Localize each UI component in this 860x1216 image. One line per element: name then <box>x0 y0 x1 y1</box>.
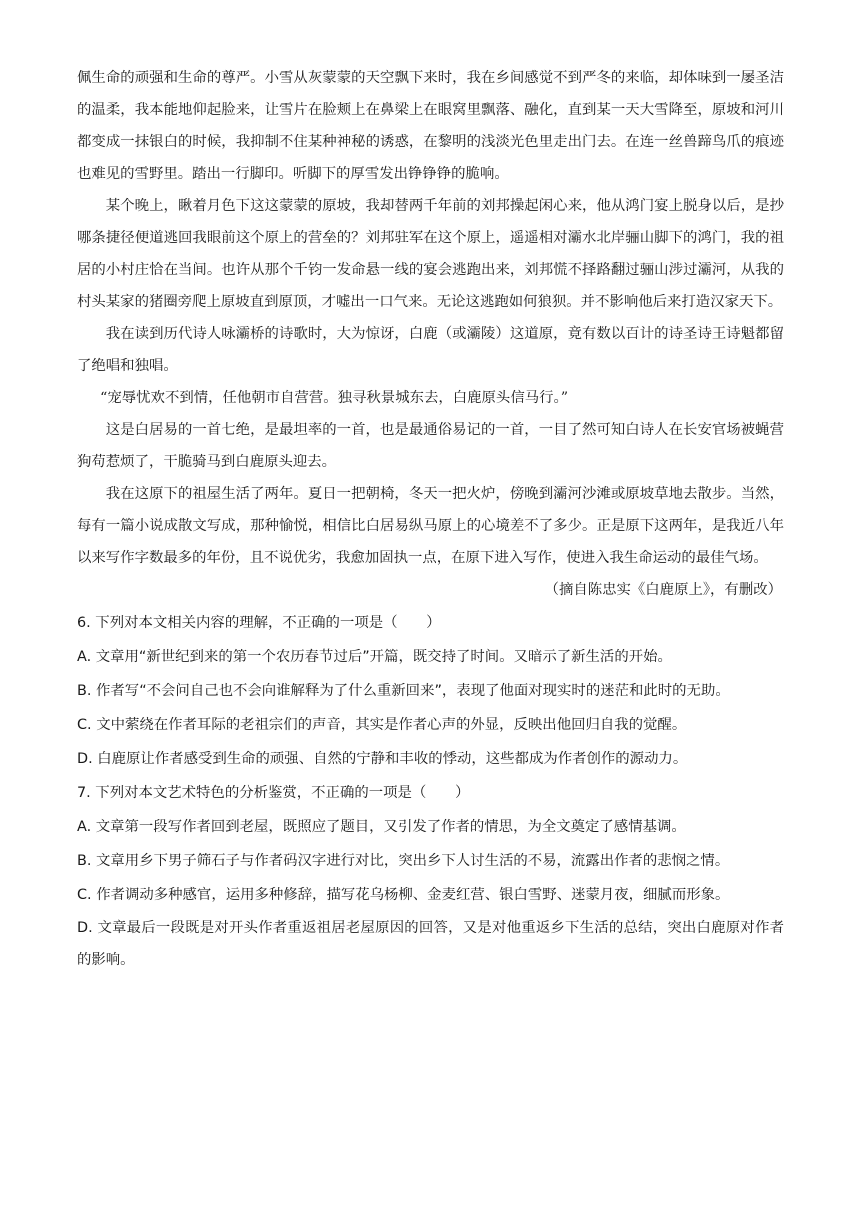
question-7-option-d: D. 文章最后一段既是对开头作者重返祖居老屋原因的回答，又是对他重返乡下生活的总结，突出白鹿原对作者的影响。 <box>77 920 784 968</box>
passage-paragraph-5: 我在这原下的祖屋生活了两年。夏日一把朝椅，冬天一把火炉，傍晚到灞河沙滩或原坡草地去散步。当然，每有一篇小说成散文写成，那种愉悦，相信比白居易纵马原上的心境差不了多少。正是原下这两年，是我近八年以来写作字数最多的年份，且不说优劣，我愈加固执一点，在原下进入写作，使进入我生命运动的最佳气场。 <box>77 486 784 566</box>
question-7-stem: 7. 下列对本文艺术特色的分析鉴赏，不正确的一项是（ ） <box>77 785 470 801</box>
question-6-option-a: A. 文章用“新世纪到来的第一个农历春节过后”开篇，既交持了时间。又暗示了新生活的开始。 <box>77 649 672 665</box>
source-citation: （摘自陈忠实《白鹿原上》，有删改） <box>544 582 782 598</box>
question-7-option-a: A. 文章第一段写作者回到老屋，既照应了题目，又引发了作者的情思，为全文奠定了感情基调。 <box>77 819 686 835</box>
question-7 <box>77 776 784 976</box>
passage-paragraph-2: 某个晚上，瞅着月色下这这蒙蒙的原坡，我却替两千年前的刘邦操起闲心来，他从鸿门宴上脱身以后，是抄哪条捷径便道逃回我眼前这个原上的营垒的？刘邦驻军在这个原上，遥遥相对灞水北岸骊山脚下的鸿门，我的祖居的小村庄恰在当间。也许从那个千钧一发命悬一线的宴会逃跑出来，刘邦慌不择路翻过骊山涉过灞河，从我的村头某家的猪圈旁爬上原坡直到原顶，才嘘出一口气来。无论这逃跑如何狼狈。并不影响他后来打造汉家天下。 <box>77 198 784 310</box>
passage-paragraph-1: 佩生命的顽强和生命的尊严。小雪从灰蒙蒙的天空飘下来时，我在乡间感觉不到严冬的来临，却体味到一屡圣洁的温柔，我本能地仰起脸来，让雪片在脸颊上在鼻梁上在眼窝里飘落、融化，直到某一天大雪降至，原坡和河川都变成一抹银白的时候，我抑制不住某种神秘的诱惑，在黎明的浅淡光色里走出门去。在连一丝兽蹄鸟爪的痕迹也难见的雪野里。踏出一行脚印。听脚下的厚雪发出铮铮铮的脆响。 <box>77 70 784 182</box>
question-6-option-c: C. 文中萦绕在作者耳际的老祖宗们的声音，其实是作者心声的外显，反映出他回归自我的觉醒。 <box>77 717 687 733</box>
poem-quote: “宠辱忧欢不到情，任他朝市自营营。独寻秋景城东去，白鹿原头信马行。” <box>100 390 569 406</box>
question-6-option-b: B. 作者写“不会问自己也不会向谁解释为了什么重新回来”，表现了他面对现实时的迷茫和此时的无助。 <box>77 683 730 699</box>
question-7-option-b: B. 文章用乡下男子筛石子与作者码汉字进行对比，突出乡下人讨生活的不易，流露出作者的悲悯之情。 <box>77 853 730 869</box>
question-6-stem: 6. 下列对本文相关内容的理解，不正确的一项是（ ） <box>77 615 441 631</box>
question-7-option-c: C. 作者调动多种感官，运用多种修辞，描写花乌杨柳、金麦红营、银白雪野、迷蒙月夜，细腻而形象。 <box>77 887 730 903</box>
question-6 <box>77 606 784 776</box>
passage-paragraph-4: 这是白居易的一首七绝，是最坦率的一首，也是最通俗易记的一首，一目了然可知白诗人在长安官场被蝇营狗苟惹烦了，干脆骑马到白鹿原头迎去。 <box>77 422 784 470</box>
question-6-option-d: D. 白鹿原让作者感受到生命的顽强、自然的宁静和丰收的悸动，这些都成为作者创作的源动力。 <box>77 751 688 767</box>
passage-paragraph-3: 我在读到历代诗人咏灞桥的诗歌时，大为惊讶，白鹿（或灞陵）这道原，竟有数以百计的诗圣诗王诗魁都留了绝唱和独唱。 <box>77 326 784 374</box>
